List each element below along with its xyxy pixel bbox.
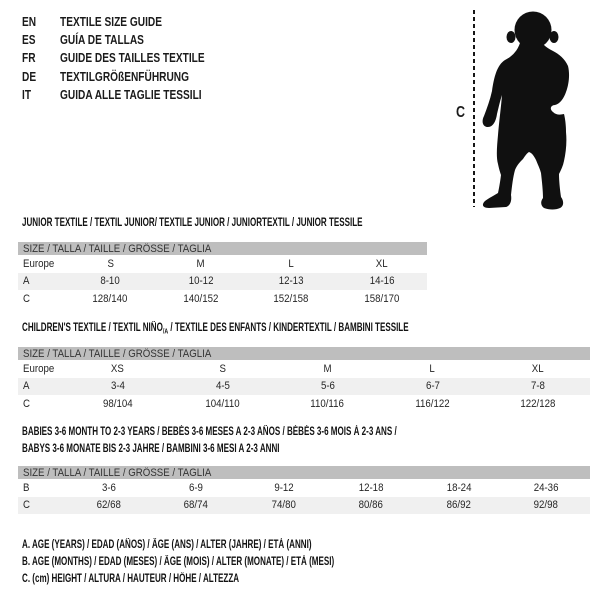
table-title-segment: /A (162, 326, 169, 336)
size-cell (485, 398, 590, 410)
size-value: 4-5 (215, 380, 230, 393)
language-title-list (22, 12, 245, 103)
size-cell (415, 499, 503, 511)
table-row (18, 290, 427, 308)
language-title (60, 14, 191, 29)
size-cell (65, 482, 153, 494)
table-title-segment: / TEXTILE DES ENFANTS / KINDERTEXTIL / BAMBINI TESSILE (168, 322, 409, 334)
size-value: 12-18 (358, 481, 384, 494)
size-cell (156, 275, 247, 287)
size-cell (337, 275, 428, 287)
size-value: M (323, 362, 332, 375)
table-title-text (22, 441, 279, 458)
row-label-cell (18, 293, 65, 305)
size-header-bar (18, 347, 590, 360)
size-value: XS (111, 362, 124, 375)
language-row (22, 85, 245, 103)
toddler-body-icon (483, 43, 569, 210)
size-cell (275, 380, 380, 392)
table-title-line (22, 215, 508, 232)
size-value: 14-16 (369, 275, 395, 288)
size-cell (380, 398, 485, 410)
table-title-segment: BABIES 3-6 MONTH TO 2-3 YEARS / BEBÉS 3-6 MESES A 2-3 AÑOS / BÉBÉS 3-6 MOIS À 2-3 ANS / (22, 426, 397, 438)
size-cell (503, 482, 591, 494)
language-code (22, 14, 60, 29)
size-value: 3-6 (101, 481, 116, 494)
size-value: L (288, 257, 294, 270)
table-row (18, 255, 427, 273)
row-label: B (23, 481, 30, 494)
size-cell (65, 380, 170, 392)
size-value: L (429, 362, 436, 375)
size-value: 158/170 (364, 292, 400, 305)
size-value: 92/98 (534, 499, 559, 512)
language-row (22, 30, 245, 48)
size-cell (328, 482, 416, 494)
language-title-text: GUIDE DES TAILLES TEXTILE (60, 50, 205, 66)
size-value: 62/68 (96, 499, 121, 512)
size-cell (153, 499, 241, 511)
note-text: B. AGE (MONTHS) / EDAD (MESES) / ÂGE (MOIS) / ALTER (MONATE) / ETÀ (MESI) (22, 556, 335, 569)
language-code (22, 32, 60, 47)
toddler-left-ear-icon (507, 31, 516, 43)
language-title-text: GUÍA DE TALLAS (60, 31, 144, 47)
size-value: 68/74 (184, 499, 209, 512)
size-cell (328, 499, 416, 511)
row-label: C (23, 292, 30, 305)
language-code (22, 87, 60, 102)
size-cell (170, 363, 275, 375)
size-header-text: SIZE / TALLA / TAILLE / GRÖSSE / TAGLIA (23, 347, 212, 360)
size-cell (65, 275, 156, 287)
table-title-line (22, 424, 557, 441)
size-cell (485, 380, 590, 392)
table-row (18, 360, 590, 378)
size-value: 104/110 (205, 397, 240, 410)
size-value: 140/152 (183, 292, 219, 305)
size-cell (275, 363, 380, 375)
size-value: 80/86 (359, 499, 384, 512)
language-title-text: TEXTILGRÖßENFÜHRUNG (60, 68, 190, 84)
size-value: 7-8 (530, 380, 545, 393)
row-label-cell (18, 398, 65, 410)
size-value: XL (375, 257, 388, 270)
language-code-text: EN (22, 13, 37, 29)
size-value: M (196, 257, 205, 270)
size-value: XL (531, 362, 544, 375)
size-cell (153, 482, 241, 494)
table-title-line (22, 320, 574, 337)
size-value: 8-10 (100, 275, 120, 288)
measure-notes (22, 537, 468, 589)
size-value: 86/92 (446, 499, 471, 512)
size-cell (240, 482, 328, 494)
row-label-cell (18, 499, 65, 511)
row-label: A (23, 275, 30, 288)
language-title (60, 69, 225, 84)
toddler-head-icon (515, 12, 552, 49)
size-cell (156, 293, 247, 305)
table-row (18, 479, 590, 497)
junior-table-title (22, 215, 508, 232)
language-code (22, 69, 60, 84)
size-cell (240, 499, 328, 511)
size-value: 5-6 (320, 380, 335, 393)
size-header-bar (18, 466, 590, 479)
size-header-text: SIZE / TALLA / TAILLE / GRÖSSE / TAGLIA (23, 242, 212, 255)
row-label: C (23, 397, 30, 410)
size-value: 98/104 (102, 397, 133, 410)
language-title-text: GUIDA ALLE TAGLIE TESSILI (60, 86, 202, 102)
size-cell (380, 363, 485, 375)
children-size-table (18, 347, 590, 413)
row-label-cell (18, 380, 65, 392)
language-title (60, 32, 168, 47)
language-code-text: DE (22, 68, 37, 84)
size-cell (156, 258, 247, 270)
language-code-text: ES (22, 31, 36, 47)
size-value: 24-36 (533, 481, 559, 494)
size-value: 74/80 (271, 499, 296, 512)
row-label: A (23, 380, 30, 393)
junior-size-table (18, 242, 427, 308)
row-label-cell (18, 482, 65, 494)
row-label-cell (18, 363, 65, 375)
table-title-text (22, 215, 363, 232)
size-value: 152/158 (273, 292, 309, 305)
size-cell (65, 363, 170, 375)
language-code (22, 50, 60, 65)
height-measure-label (456, 104, 468, 122)
babies-table-title (22, 424, 557, 457)
size-cell (246, 275, 337, 287)
row-label: Europe (23, 362, 55, 375)
size-cell (337, 258, 428, 270)
size-value: 3-4 (110, 380, 125, 393)
table-row (18, 497, 590, 515)
height-measure-dashed-line (473, 10, 475, 207)
size-value: S (219, 362, 226, 375)
size-value: 128/140 (92, 292, 128, 305)
babies-size-table (18, 466, 590, 514)
note-line (22, 554, 468, 571)
size-value: 6-7 (425, 380, 440, 393)
size-value: 116/122 (415, 397, 450, 410)
size-cell (275, 398, 380, 410)
language-code-text: IT (22, 86, 32, 102)
size-cell (415, 482, 503, 494)
size-cell (246, 293, 337, 305)
size-value: 122/128 (519, 397, 555, 410)
row-label-cell (18, 258, 65, 270)
size-value: S (107, 257, 114, 270)
language-row (22, 12, 245, 30)
size-cell (380, 380, 485, 392)
size-cell (503, 499, 591, 511)
size-cell (485, 363, 590, 375)
size-header-bar (18, 242, 427, 255)
row-label-cell (18, 275, 65, 287)
size-cell (65, 293, 156, 305)
table-row (18, 273, 427, 291)
language-title (60, 50, 245, 65)
size-cell (246, 258, 337, 270)
size-cell (65, 258, 156, 270)
table-title-segment: JUNIOR TEXTILE / TEXTIL JUNIOR/ TEXTILE JUNIOR / JUNIORTEXTIL / JUNIOR TESSILE (22, 217, 363, 229)
size-value: 12-13 (278, 275, 304, 288)
language-row (22, 67, 245, 85)
size-cell (337, 293, 428, 305)
table-title-segment: CHILDREN'S TEXTILE / TEXTIL NIÑO (22, 322, 163, 334)
toddler-silhouette (480, 5, 580, 210)
table-title-segment: BABYS 3-6 MONATE BIS 2-3 JAHRE / BAMBINI 3-6 MESI A 2-3 ANNI (22, 442, 280, 455)
table-title-line (22, 441, 557, 458)
size-value: 9-12 (274, 481, 294, 494)
note-line (22, 537, 468, 554)
table-row (18, 395, 590, 413)
table-row (18, 378, 590, 396)
size-header-text: SIZE / TALLA / TAILLE / GRÖSSE / TAGLIA (23, 466, 212, 479)
note-text: C. (cm) HEIGHT / ALTURA / HAUTEUR / HÖHE / ALTEZZA (22, 573, 240, 586)
size-cell (170, 398, 275, 410)
size-value: 110/116 (310, 397, 345, 410)
row-label: Europe (23, 257, 55, 270)
size-cell (170, 380, 275, 392)
language-title (60, 87, 242, 102)
size-value: 18-24 (446, 481, 472, 494)
size-cell (65, 499, 153, 511)
children-table-title (22, 320, 574, 337)
height-measure-label-text: C (456, 104, 466, 121)
row-label: C (23, 499, 30, 512)
size-value: 6-9 (189, 481, 204, 494)
size-value: 10-12 (188, 275, 214, 288)
table-title-text (22, 424, 397, 441)
language-title-text: TEXTILE SIZE GUIDE (60, 13, 162, 29)
size-cell (65, 398, 170, 410)
table-title-text (22, 320, 409, 340)
language-code-text: FR (22, 50, 36, 66)
note-text: A. AGE (YEARS) / EDAD (AÑOS) / ÂGE (ANS) / ALTER (JAHRE) / ETÀ (ANNI) (22, 539, 312, 551)
language-row (22, 49, 245, 67)
note-line (22, 571, 468, 588)
